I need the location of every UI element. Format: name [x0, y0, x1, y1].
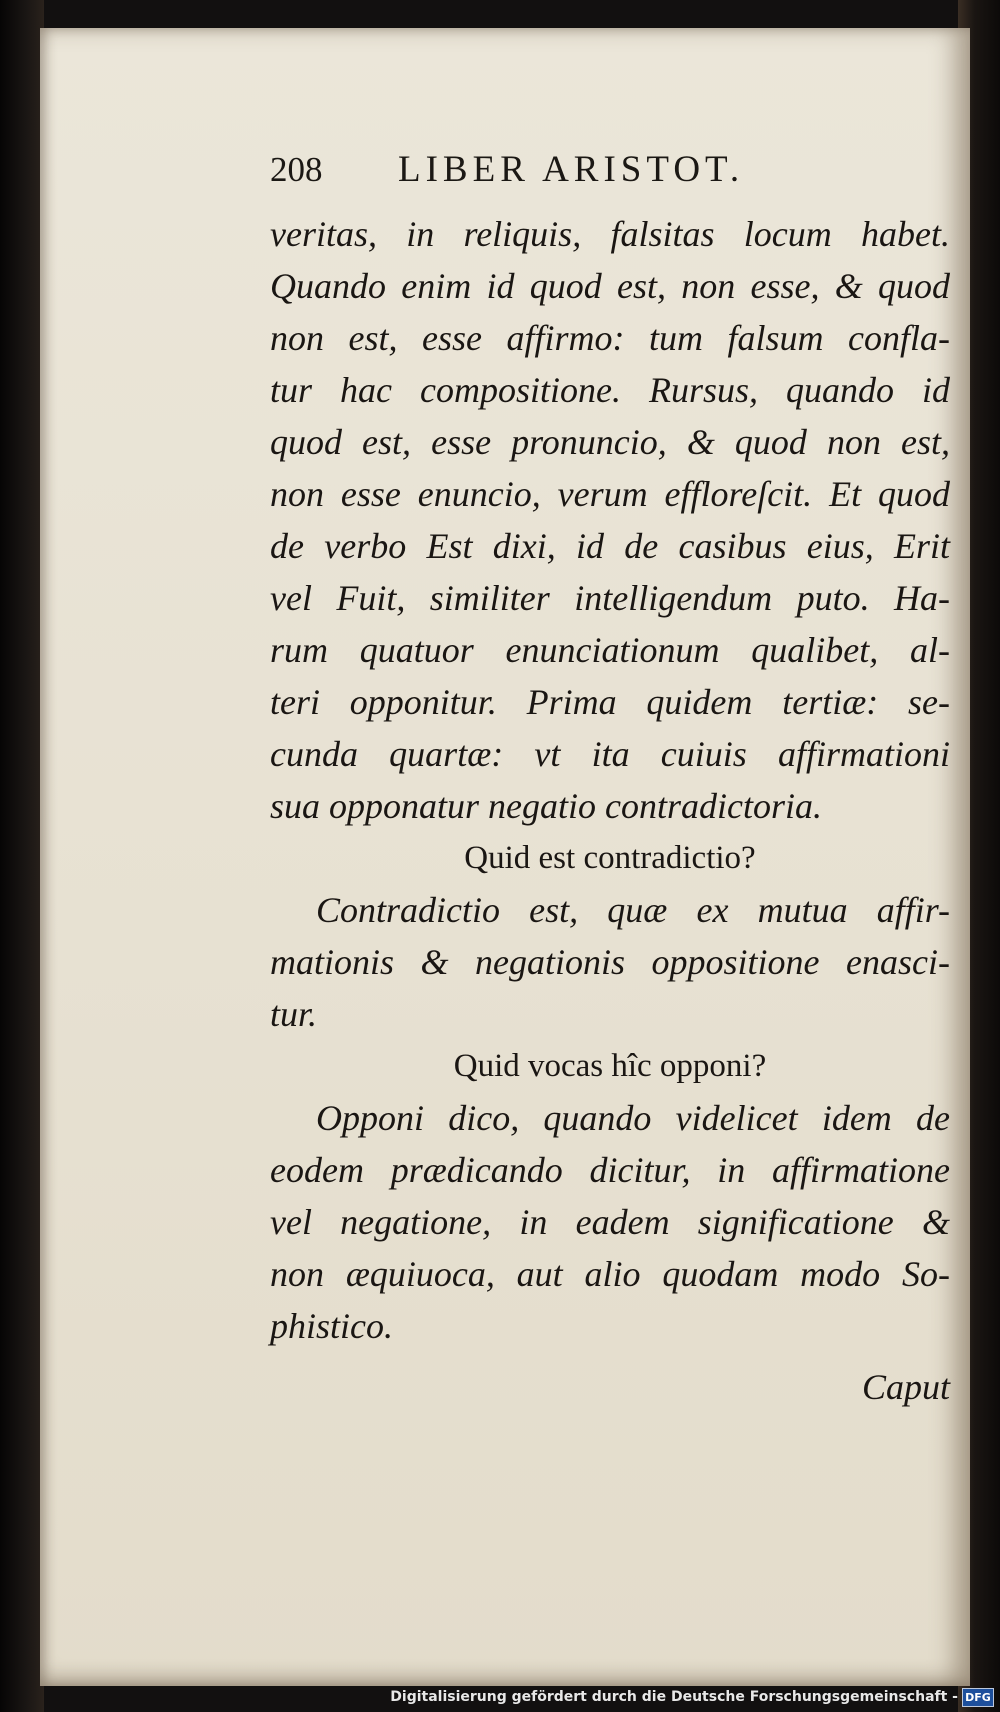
- funding-credit-text: Digitalisierung gefördert durch die Deutsche Forschungsgemeinschaft -: [390, 1689, 958, 1705]
- book-binding-left: [0, 0, 44, 1712]
- catchword: Caput: [862, 1367, 951, 1407]
- text-line: quod est, esse pronuncio, & quod non est,: [270, 422, 950, 462]
- dfg-logo-icon: DFG: [962, 1688, 994, 1707]
- text-line: teri opponitur. Prima quidem tertiæ: se-: [270, 682, 950, 722]
- folio-number: 208: [270, 150, 323, 189]
- text-line: tur.: [270, 994, 318, 1034]
- text-line: de verbo Est dixi, id de casibus eius, Erit: [270, 526, 950, 566]
- text-line: non esse enuncio, verum effloreſcit. Et quod: [270, 474, 950, 514]
- text-line: tur hac compositione. Rursus, quando id: [270, 370, 950, 410]
- text-line: mationis & negationis oppositione enasci-: [270, 942, 950, 982]
- question-heading: Quid est contradictio?: [464, 840, 756, 876]
- text-line: rum quatuor enunciationum qualibet, al-: [270, 630, 950, 670]
- text-line: vel negatione, in eadem significatione &: [270, 1202, 950, 1242]
- footer-credit: [390, 1686, 994, 1708]
- page-header: [270, 148, 970, 208]
- text-line: cunda quartæ: vt ita cuiuis affirmationi: [270, 734, 950, 774]
- text-line: eodem prædicando dicitur, in affirmatione: [270, 1150, 950, 1190]
- text-line: phistico.: [270, 1306, 393, 1346]
- question-heading: Quid vocas hîc opponi?: [453, 1048, 767, 1084]
- book-page: [40, 28, 970, 1686]
- text-line: non est, esse affirmo: tum falsum confla-: [270, 318, 950, 358]
- text-line: sua opponatur negatio contradictoria.: [270, 786, 822, 826]
- text-line: veritas, in reliquis, falsitas locum habet.: [270, 214, 950, 254]
- running-title: LIBER ARISTOT.: [398, 149, 745, 190]
- text-line: Opponi dico, quando videlicet idem de: [316, 1098, 950, 1138]
- body-text: [270, 208, 970, 1352]
- text-block: [270, 148, 970, 1352]
- text-line: vel Fuit, similiter intelligendum puto. Ha-: [270, 578, 950, 618]
- text-line: Quando enim id quod est, non esse, & quod: [270, 266, 950, 306]
- text-line: Contradictio est, quæ ex mutua affir-: [316, 890, 950, 930]
- text-line: non æquiuoca, aut alio quodam modo So-: [270, 1254, 950, 1294]
